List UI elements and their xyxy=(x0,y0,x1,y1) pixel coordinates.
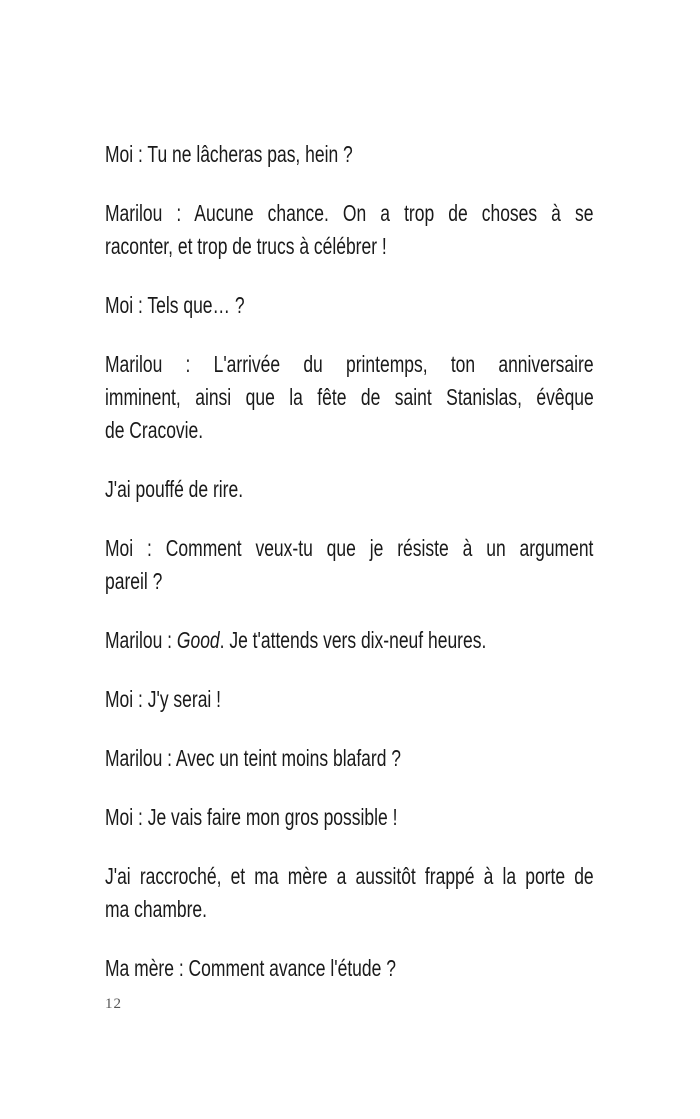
paragraph xyxy=(105,860,594,926)
text-line: J'ai raccroché, et ma mère a aussitôt frappé à la porte de xyxy=(105,863,594,889)
text-line: Moi : Je vais faire mon gros possible ! xyxy=(105,804,398,830)
italic-word: Good xyxy=(176,627,220,653)
text-line: Marilou : L'arrivée du printemps, ton anniversaire xyxy=(105,351,594,377)
text-line: Moi : Comment veux-tu que je résiste à un argument xyxy=(105,535,594,561)
paragraph xyxy=(105,532,594,598)
speaker-prefix: Marilou : xyxy=(105,627,177,653)
text-line: J'ai pouffé de rire. xyxy=(105,476,244,502)
page-number: 12 xyxy=(105,996,122,1012)
text-line xyxy=(105,624,594,657)
text-line: Marilou : Avec un teint moins blafard ? xyxy=(105,745,402,771)
text-line: Moi : Tels que… ? xyxy=(105,292,245,318)
paragraph xyxy=(105,138,594,171)
paragraph xyxy=(105,624,594,657)
paragraph xyxy=(105,348,594,447)
paragraph xyxy=(105,473,594,506)
text-line: pareil ? xyxy=(105,568,163,594)
text-line: Ma mère : Comment avance l'étude ? xyxy=(105,955,396,981)
paragraph xyxy=(105,197,594,263)
text-line: Moi : Tu ne lâcheras pas, hein ? xyxy=(105,141,353,167)
line-rest: . Je t'attends vers dix-neuf heures. xyxy=(219,627,487,653)
paragraph xyxy=(105,683,594,716)
text-line: de Cracovie. xyxy=(105,417,204,443)
paragraph xyxy=(105,742,594,775)
text-line: Moi : J'y serai ! xyxy=(105,686,222,712)
paragraph xyxy=(105,289,594,322)
page-body xyxy=(105,138,594,1011)
text-line: imminent, ainsi que la fête de saint Stanislas, évêque xyxy=(105,384,594,410)
text-line: ma chambre. xyxy=(105,896,208,922)
text-line: raconter, et trop de trucs à célébrer ! xyxy=(105,233,387,259)
paragraph xyxy=(105,952,594,985)
paragraph xyxy=(105,801,594,834)
text-line: Marilou : Aucune chance. On a trop de choses à se xyxy=(105,200,594,226)
